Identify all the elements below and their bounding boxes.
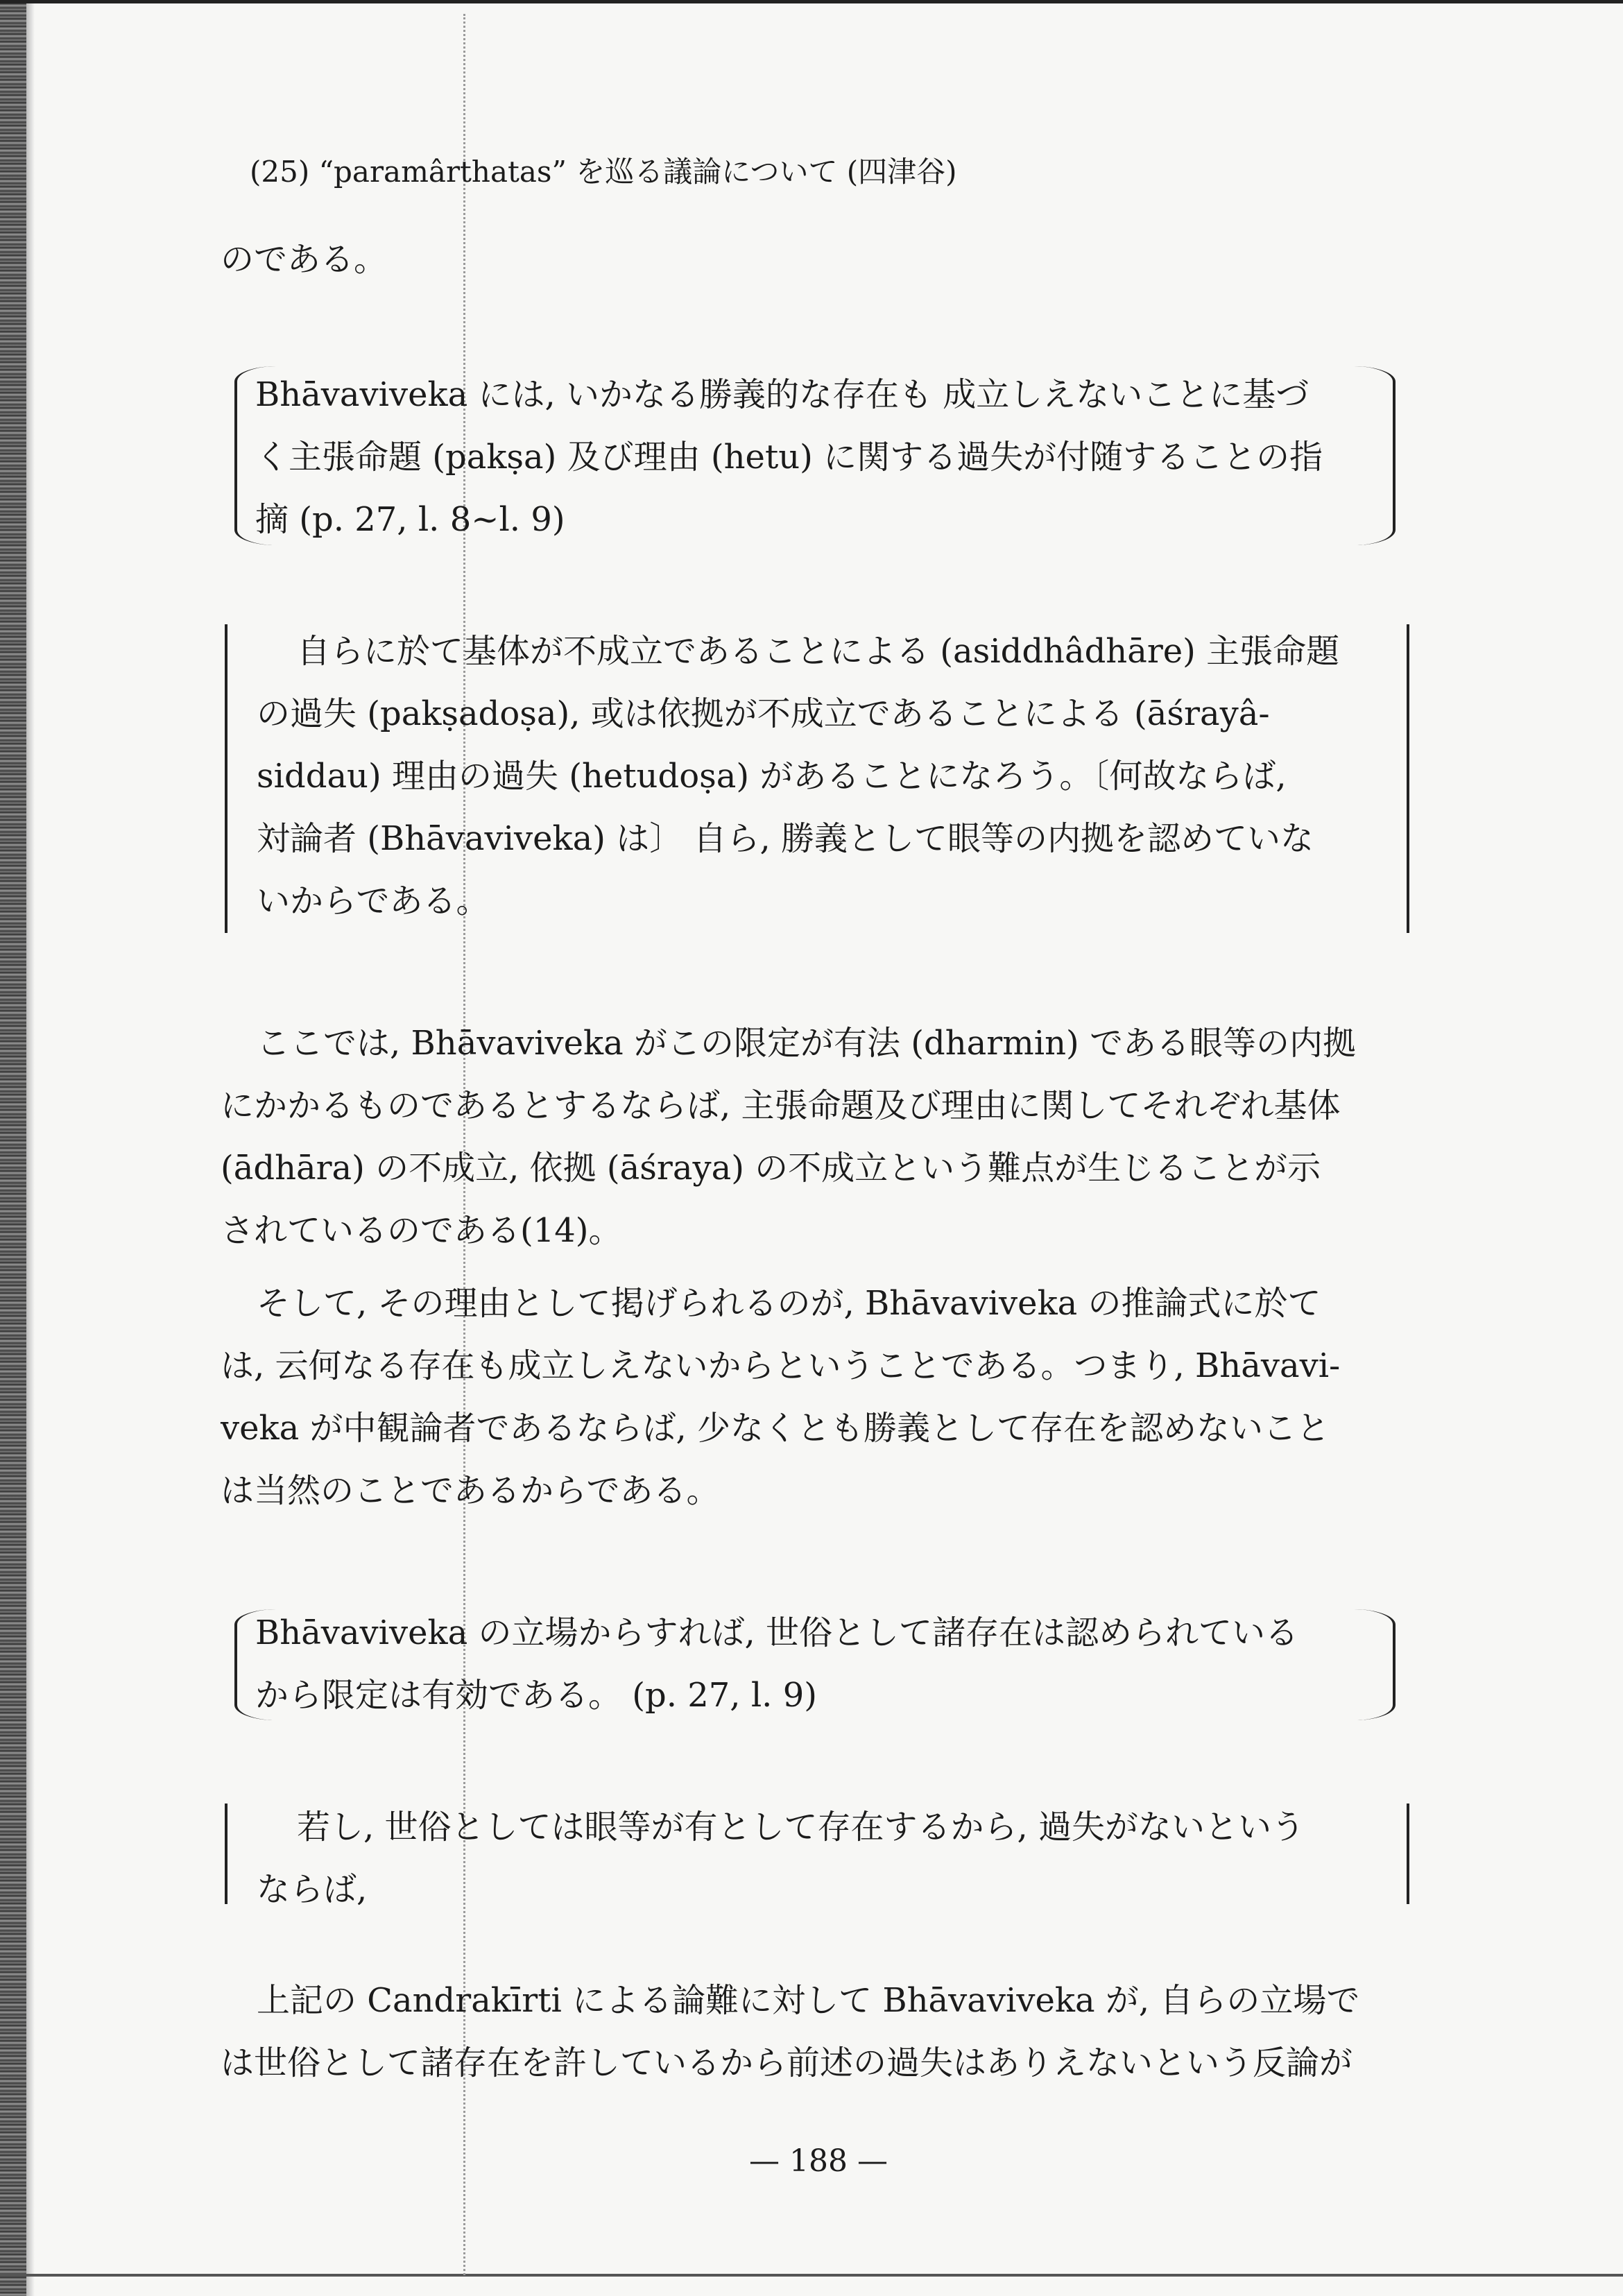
- intro-line: のである。: [221, 240, 388, 279]
- body-1-line-4: されているのである(14)。: [221, 1211, 622, 1250]
- summary-1-line-2: く主張命題 (pakṣa) 及び理由 (hetu) に関する過失が付随することの指: [255, 438, 1323, 477]
- body-2-line-4: は当然のことであるからである。: [221, 1471, 720, 1510]
- quote-1-line-5: いからである。: [257, 882, 490, 920]
- body-3-line-1: 上記の Candrakīrti による論難に対して Bhāvaviveka が, 自らの立場で: [257, 1981, 1360, 2020]
- page-fold-line: [463, 14, 465, 2275]
- summary-1-line-3: 摘 (p. 27, l. 8~l. 9): [255, 500, 565, 539]
- quote-1-line-4: 対論者 (Bhāvaviveka) は〕 自ら, 勝義として眼等の内拠を認めていな: [257, 819, 1314, 858]
- summary-2-line-1: Bhāvaviveka の立場からすれば, 世俗として諸存在は認められている: [255, 1613, 1299, 1652]
- scan-edge-bottom: [0, 2274, 1623, 2277]
- scan-edge-shadow: [26, 0, 35, 2296]
- scan-edge-top: [0, 0, 1623, 3]
- page-number: — 188 —: [749, 2143, 888, 2179]
- body-2-line-3: veka が中観論者であるならば, 少なくとも勝義として存在を認めないこと: [221, 1409, 1330, 1448]
- body-1-line-2: にかかるものであるとするならば, 主張命題及び理由に関してそれぞれ基体: [221, 1086, 1341, 1125]
- running-head: (25) “paramârthatas” を巡る議論について (四津谷): [250, 155, 957, 189]
- quote-1-line-2: の過失 (pakṣadoṣa), 或は依拠が不成立であることによる (āśrayâ-: [257, 694, 1270, 733]
- body-1-line-1: ここでは, Bhāvaviveka がこの限定が有法 (dharmin) である眼等の内拠: [257, 1024, 1356, 1063]
- scan-edge-left: [0, 0, 26, 2296]
- body-1-line-3: (ādhāra) の不成立, 依拠 (āśraya) の不成立という難点が生じることが示: [221, 1149, 1321, 1188]
- quote-1-line-3: siddau) 理由の過失 (hetudoṣa) があることになろう。〔何故ならば,: [257, 757, 1287, 796]
- summary-1-line-1: Bhāvaviveka には, いかなる勝義的な存在も 成立しえないことに基づ: [255, 375, 1309, 414]
- body-2-line-1: そして, その理由として掲げられるのが, Bhāvaviveka の推論式に於て: [257, 1284, 1321, 1323]
- quote-2-line-1: 若し, 世俗としては眼等が有として存在するから, 過失がないという: [297, 1808, 1305, 1847]
- body-3-line-2: は世俗として諸存在を許しているから前述の過失はありえないという反論が: [221, 2044, 1353, 2082]
- body-2-line-2: は, 云何なる存在も成立しえないからということである。つまり, Bhāvavi-: [221, 1346, 1341, 1385]
- summary-2-line-2: から限定は有効である。 (p. 27, l. 9): [255, 1676, 817, 1715]
- quote-1-line-1: 自らに於て基体が不成立であることによる (asiddhâdhāre) 主張命題: [297, 632, 1340, 671]
- quote-2-line-2: ならば,: [257, 1870, 368, 1909]
